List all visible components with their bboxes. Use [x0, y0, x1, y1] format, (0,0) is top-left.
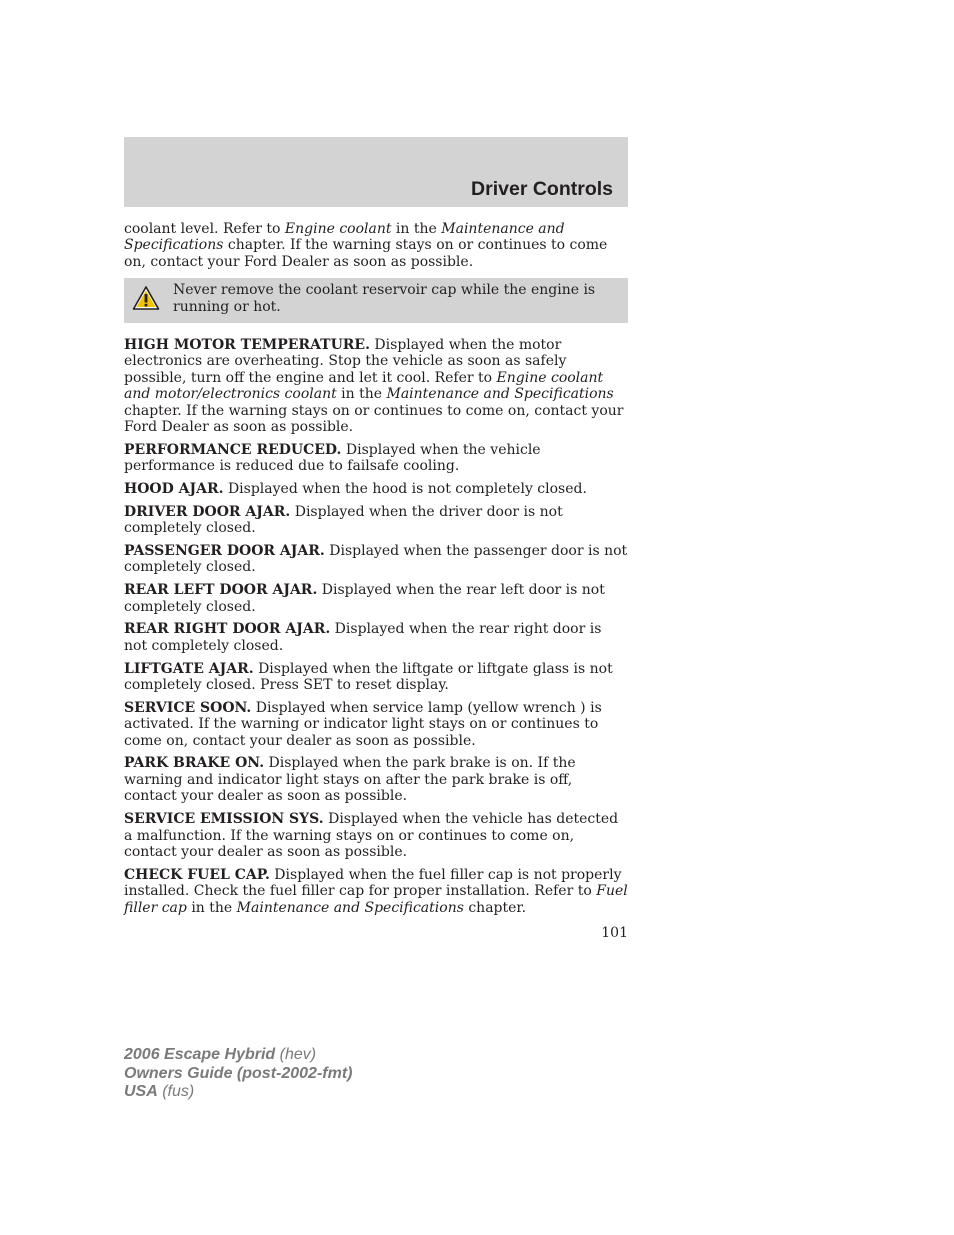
footer-line-3: USA (fus)	[124, 1083, 195, 1100]
entry-rear-right-door-ajar: REAR RIGHT DOOR AJAR. Displayed when the rear right door is not completely closed.	[124, 621, 602, 654]
warning-triangle-icon	[132, 285, 160, 311]
entry-service-soon: SERVICE SOON. Displayed when service lamp (yellow wrench ) is activated. If the warning or indicator light stays on or continues to come on, contact your dealer as soon as possible.	[124, 699, 602, 749]
entry-check-fuel-cap: CHECK FUEL CAP. Displayed when the fuel filler cap is not properly installed. Check the fuel filler cap for proper installation. Refer to Fuel filler cap in the Maintenance and Specifications chapter.	[124, 866, 628, 916]
entry-service-emission-sys: SERVICE EMISSION SYS. Displayed when the vehicle has detected a malfunction. If the warning stays on or continues to come on, contact your dealer as soon as possible.	[124, 811, 619, 860]
entry-liftgate-ajar: LIFTGATE AJAR. Displayed when the liftgate or liftgate glass is not completely closed. Press SET to reset display.	[124, 660, 613, 694]
entry-passenger-door-ajar: PASSENGER DOOR AJAR. Displayed when the passenger door is not completely closed.	[124, 543, 628, 576]
entry-driver-door-ajar: DRIVER DOOR AJAR. Displayed when the driver door is not completely closed.	[124, 503, 563, 537]
warning-text: Never remove the coolant reservoir cap while the engine is running or hot.	[173, 282, 596, 315]
page-content	[124, 221, 628, 922]
entry-hood-ajar: HOOD AJAR. Displayed when the hood is not completely closed.	[124, 481, 587, 498]
entry-performance-reduced: PERFORMANCE REDUCED. Displayed when the vehicle performance is reduced due to failsafe cooling.	[124, 441, 541, 475]
entry-high-motor-temperature: HIGH MOTOR TEMPERATURE. Displayed when the motor electronics are overheating. Stop the vehicle as soon as safely possible, turn off the engine and let it cool. Refer to Engine coolant and motor/electronics coolant in the Maintenance and Specifications chapter. If the warning stays on or continues to come on, contact your Ford Dealer as soon as possible.	[124, 337, 624, 436]
warning-box	[124, 278, 628, 323]
intro-paragraph: coolant level. Refer to Engine coolant in the Maintenance and Specifications chapter. If the warning stays on or continues to come on, contact your Ford Dealer as soon as possible.	[124, 221, 608, 270]
footer-line-1: 2006 Escape Hybrid (hev)	[124, 1046, 317, 1063]
chapter-title: Driver Controls	[471, 178, 613, 200]
page-number: 101	[601, 925, 628, 941]
entry-rear-left-door-ajar: REAR LEFT DOOR AJAR. Displayed when the rear left door is not completely closed.	[124, 582, 605, 615]
entry-park-brake-on: PARK BRAKE ON. Displayed when the park brake is on. If the warning and indicator light stays on after the park brake is off, contact your dealer as soon as possible.	[124, 755, 576, 805]
footer-line-2: Owners Guide (post-2002-fmt)	[124, 1064, 353, 1082]
chapter-header	[124, 137, 628, 207]
document-footer	[124, 1046, 352, 1102]
